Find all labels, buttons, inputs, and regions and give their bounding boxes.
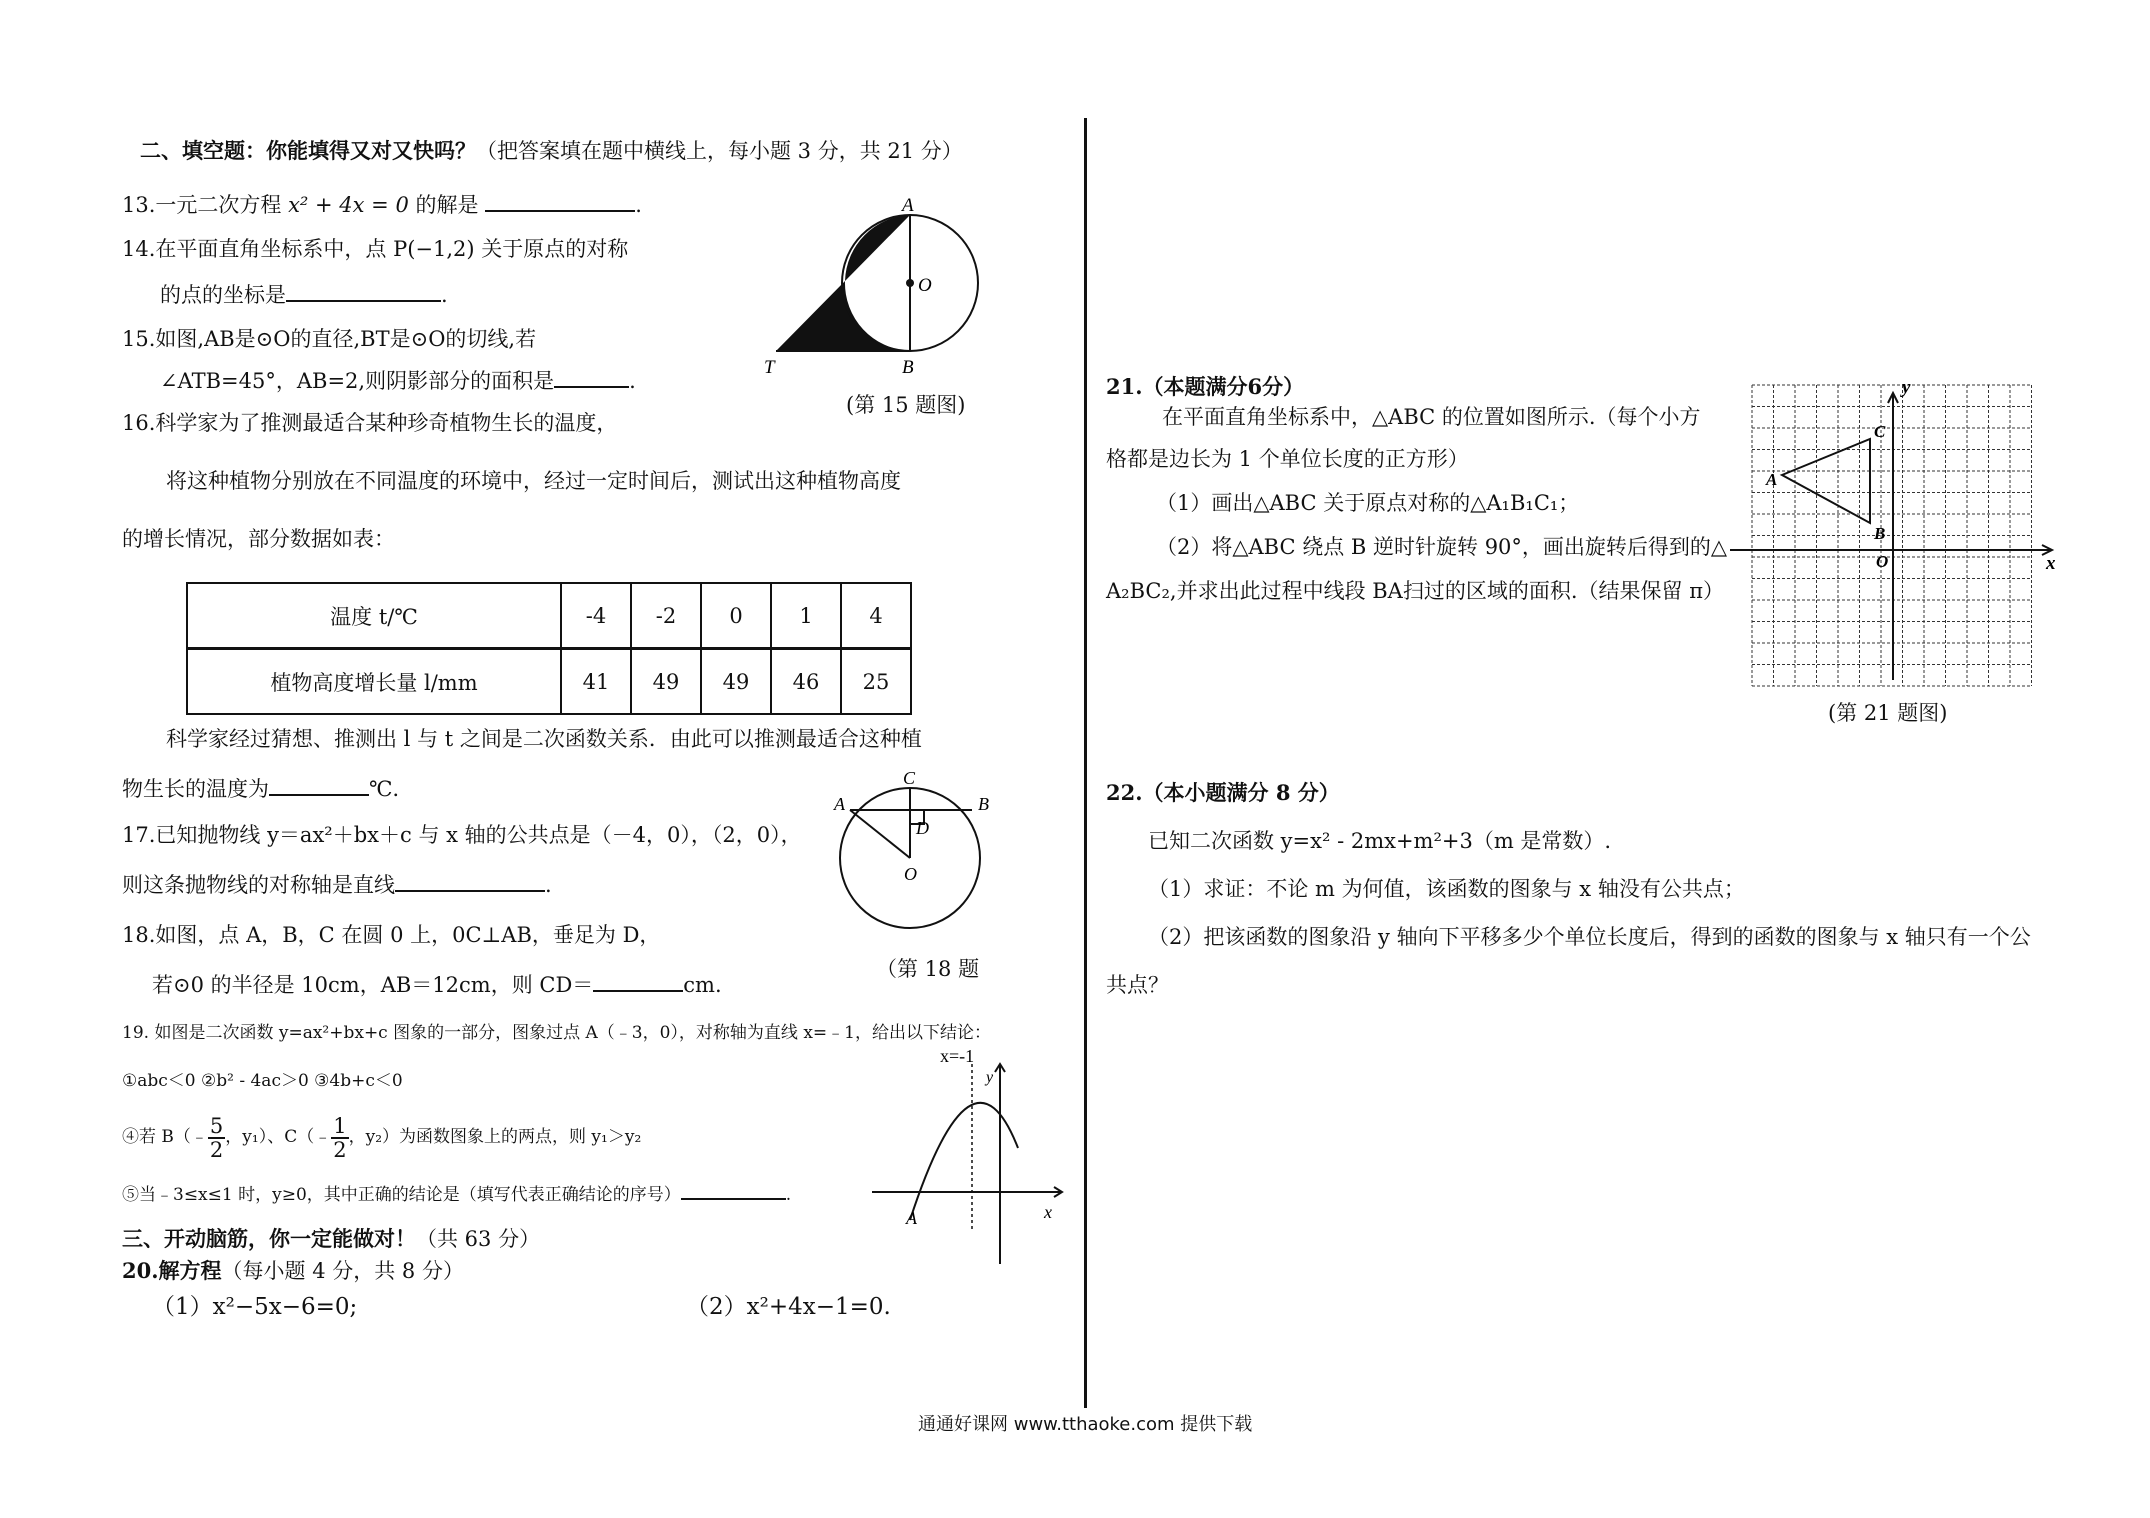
section-3-title: 三、开动脑筋，你一定能做对！ — [122, 1226, 416, 1251]
q18-line2-wrap — [152, 972, 722, 998]
q14-line1: 14.在平面直角坐标系中，点 P(−1,2) 关于原点的对称 — [122, 237, 629, 261]
q18-line2b: cm. — [683, 973, 722, 997]
q16-row2-cell: 49 — [701, 649, 771, 715]
q17-line1: 17.已知抛物线 y＝ax²＋bx＋c 与 x 轴的公共点是（－4，0），（2，0）， — [122, 823, 802, 847]
q16-line1: 16.科学家为了推测最适合某种珍奇植物生长的温度， — [122, 411, 618, 435]
q22-line1: 已知二次函数 y=x² - 2mx+m²+3（m 是常数）. — [1148, 829, 1612, 853]
q18-caption: （第 18 题 — [876, 957, 980, 981]
q19-line3b: ，y₁）、C（﹣ — [225, 1127, 332, 1147]
section-2-title: 二、填空题：你能填得又对又快吗？ — [140, 138, 476, 163]
q16-row1-cell: 0 — [701, 583, 771, 649]
q16-row1-cell: -2 — [631, 583, 701, 649]
question-20-heading — [122, 1258, 464, 1284]
q20-note: （每小题 4 分，共 8 分） — [221, 1259, 464, 1283]
q16-row1-label: 温度 t/℃ — [187, 583, 561, 649]
q15-line2: ∠ATB=45°，AB=2,则阴影部分的面积是 — [160, 369, 555, 393]
q22-line2: （1）求证：不论 m 为何值，该函数的图象与 x 轴没有公共点； — [1148, 877, 1745, 901]
q13-answer-blank[interactable] — [485, 192, 635, 212]
q16-table-row-growth — [187, 649, 911, 715]
q18-line2a: 若⊙0 的半径是 10cm，AB＝12cm，则 CD＝ — [152, 973, 594, 997]
q18-label-o: O — [904, 864, 917, 884]
q21-line5: A₂BC₂,并求出此过程中线段 BA扫过的区域的面积.（结果保留 π） — [1106, 579, 1724, 603]
q19-parabola — [910, 1103, 1018, 1220]
q21-grid-figure — [1730, 377, 2060, 685]
q16-row2-cell: 49 — [631, 649, 701, 715]
q16-line5b: ℃． — [369, 777, 414, 801]
q21-label-x: x — [2046, 553, 2056, 574]
q15-center-dot — [906, 279, 914, 287]
q13-equation: x² + 4x = 0 — [288, 193, 409, 217]
q19-line4: ⑤当﹣3≤x≤1 时，y≥0，其中正确的结论是（填写代表正确结论的序号） — [122, 1185, 681, 1205]
q15-label-b: B — [902, 357, 914, 378]
q19-label-x: x — [1044, 1202, 1052, 1222]
q15-label-t: T — [764, 357, 775, 378]
q16-row1-cell: 4 — [841, 583, 911, 649]
q19-label-y: y — [986, 1069, 994, 1086]
q17-line2: 则这条抛物线的对称轴是直线 — [122, 873, 395, 897]
q22-title: 22.（本小题满分 8 分） — [1106, 780, 1340, 805]
q19-line3a: ④若 B（﹣ — [122, 1127, 208, 1147]
q15-label-a: A — [902, 195, 914, 216]
q21-title: 21.（本题满分6分） — [1106, 374, 1305, 399]
q19-line3c: ，y₂）为函数图象上的两点，则 y₁＞y₂ — [348, 1127, 642, 1147]
q17-line2-wrap: 则这条抛物线的对称轴是直线 . — [122, 873, 552, 897]
q15-line2-wrap: ∠ATB=45°，AB=2,则阴影部分的面积是 . — [160, 369, 636, 393]
q16-line5a: 物生长的温度为 — [122, 777, 269, 801]
q21-grid-lines — [1752, 385, 2032, 686]
q19-answer-blank[interactable] — [681, 1182, 786, 1200]
q18-label-d: D — [916, 818, 929, 838]
q19-frac2-den: 2 — [333, 1137, 347, 1162]
q21-label-c: C — [1874, 422, 1886, 441]
q16-row2-label: 植物高度增长量 l/mm — [187, 649, 561, 715]
q21-line4: （2）将△ABC 绕点 B 逆时针旋转 90°，画出旋转后得到的△ — [1156, 535, 1728, 559]
q19-frac2-num: 1 — [333, 1113, 347, 1138]
q21-line1: 在平面直角坐标系中，△ABC 的位置如图所示.（每个小方 — [1162, 405, 1701, 429]
q20-part2: （2）x²+4x−1=0. — [686, 1294, 891, 1320]
q16-line2: 将这种植物分别放在不同温度的环境中，经过一定时间后，测试出这种植物高度 — [166, 469, 901, 493]
q16-row1-cell: 1 — [771, 583, 841, 649]
q19-line3-wrap — [122, 1112, 641, 1162]
q15-label-o: O — [918, 275, 932, 296]
q19-frac1-num: 5 — [209, 1113, 224, 1138]
q16-row2-cell: 46 — [771, 649, 841, 715]
q21-label-y: y — [1902, 377, 1911, 398]
q19-label-a: A — [906, 1208, 917, 1228]
q14-line2-wrap: 的点的坐标是 . — [160, 283, 448, 307]
section-2-heading — [140, 138, 963, 164]
q16-table-row-temperature — [187, 583, 911, 649]
q19-axis-eq-label: x=-1 — [940, 1046, 975, 1066]
q15-figure — [760, 195, 1000, 390]
q16-line5-wrap — [122, 776, 414, 802]
q21-line2: 格都是边长为 1 个单位长度的正方形） — [1106, 447, 1469, 471]
q16-answer-blank[interactable] — [269, 776, 369, 796]
q14-line2: 的点的坐标是 — [160, 283, 286, 307]
q21-line3: （1）画出△ABC 关于原点对称的△A₁B₁C₁； — [1156, 491, 1580, 515]
section-2-note: （把答案填在题中横线上，每小题 3 分，共 21 分） — [476, 139, 963, 163]
q16-row1-cell: -4 — [561, 583, 631, 649]
q17-answer-blank[interactable] — [395, 872, 545, 892]
section-3-note: （共 63 分） — [416, 1227, 541, 1251]
question-13: 13.一元二次方程 x² + 4x = 0 的解是 . — [122, 193, 642, 217]
q21-label-a: A — [1766, 470, 1778, 489]
section-3-heading — [122, 1226, 540, 1252]
q22-line3: （2）把该函数的图象沿 y 轴向下平移多少个单位长度后，得到的函数的图象与 x 轴只有一个公 — [1148, 925, 2031, 949]
q20-title: 20.解方程 — [122, 1258, 222, 1283]
q20-part1: （1）x²−5x−6=0; — [152, 1294, 358, 1320]
q16-row2-cell: 41 — [561, 649, 631, 715]
q19-fraction-1 — [208, 1115, 225, 1161]
q19-line4-wrap: ⑤当﹣3≤x≤1 时，y≥0，其中正确的结论是（填写代表正确结论的序号） . — [122, 1182, 791, 1208]
q13-text-a: 13.一元二次方程 — [122, 193, 282, 217]
q18-label-b: B — [978, 794, 989, 814]
q21-label-b: B — [1874, 524, 1886, 543]
q16-line3: 的增长情况，部分数据如表： — [122, 527, 395, 551]
q21-label-o: O — [1876, 552, 1889, 571]
q22-line4: 共点？ — [1106, 973, 1169, 997]
q16-line4: 科学家经过猜想、推测出 l 与 t 之间是二次函数关系．由此可以推测最适合这种植 — [166, 727, 922, 751]
q19-fraction-2 — [331, 1115, 348, 1161]
q21-caption: (第 21 题图) — [1828, 701, 1948, 725]
q13-text-b: 的解是 — [415, 193, 479, 217]
q19-line1: 19. 如图是二次函数 y=ax²+bx+c 图象的一部分，图象过点 A（﹣3，0），对称轴为直线 x=﹣1，给出以下结论： — [122, 1023, 991, 1043]
q14-answer-blank[interactable] — [286, 282, 441, 302]
q15-shaded-region-upper — [845, 215, 910, 281]
q18-label-a: A — [834, 794, 845, 814]
q16-data-table — [186, 582, 912, 715]
q18-radius-oa — [850, 810, 910, 858]
q18-figure — [834, 768, 1000, 930]
q15-line1: 15.如图,AB是⊙O的直径,BT是⊙O的切线,若 — [122, 327, 537, 351]
q15-caption: (第 15 题图) — [846, 393, 966, 417]
footer-source: 通通好课网 www.tthaoke.com 提供下载 — [918, 1414, 1253, 1435]
q19-line2: ①abc＜0 ②b² - 4ac＞0 ③4b+c＜0 — [122, 1071, 403, 1091]
q15-answer-blank[interactable] — [554, 368, 629, 388]
q18-label-c: C — [903, 768, 916, 788]
column-divider — [1084, 118, 1087, 1408]
q16-row2-cell: 25 — [841, 649, 911, 715]
q19-figure — [870, 1046, 1070, 1270]
q19-frac1-den: 2 — [209, 1137, 224, 1162]
q18-line1: 18.如图，点 A，B，C 在圆 0 上，0C⊥AB，垂足为 D， — [122, 923, 661, 947]
q18-answer-blank[interactable] — [593, 972, 683, 992]
